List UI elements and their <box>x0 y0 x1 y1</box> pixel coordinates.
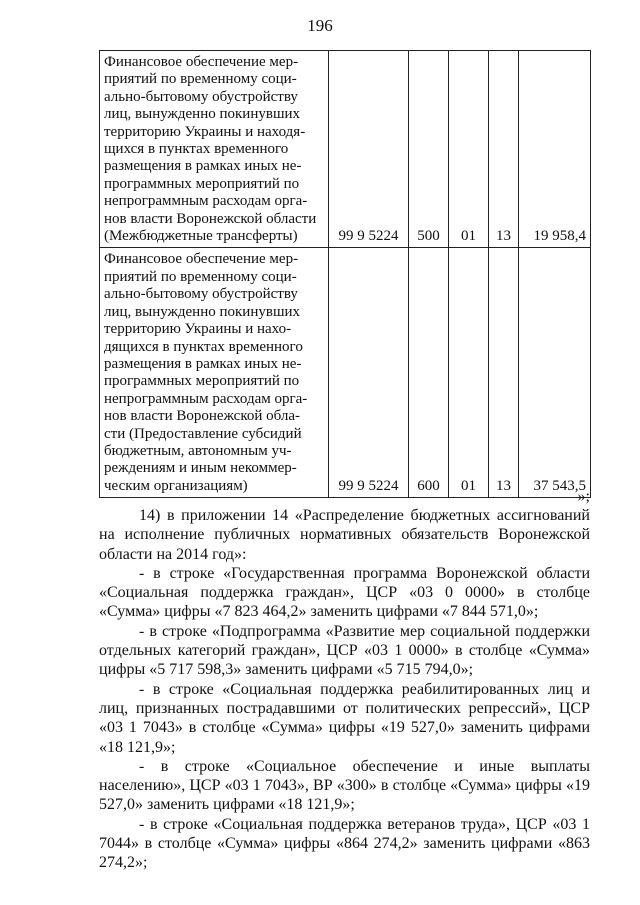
closing-quote: »; <box>577 488 590 505</box>
rz-code: 01 <box>449 51 489 248</box>
paragraph-item-14: 14) в приложении 14 «Распределение бюджетных ассигнований на исполнение публичных нормативных обязательств Воронежской области на 2014 год»: <box>99 507 590 563</box>
sum-value: 19 958,4 <box>519 51 591 248</box>
paragraph-amendment: - в строке «Подпрограмма «Развитие мер социальной поддержки отдельных категорий граждан», ЦСР «03 1 0000» в столбце «Сумма» цифры «5 717 598,3» заменить цифрами «5 715 794,0»; <box>99 622 590 679</box>
expense-name: Финансовое обеспечение мер- приятий по временному соци- ально-бытовому обустройству лиц, вынужденно покинувших территорию Украины и находя- щихся в пунктах временного размещения в рамках иных не- программных мероприятий по непрограммным расходам орга- нов власти Воронежской области (Межбюджетные трансферты) <box>104 54 317 245</box>
vr-code: 500 <box>409 51 449 248</box>
paragraph-amendment: - в строке «Социальное обеспечение и иные выплаты населению», ЦСР «03 1 7043», ВР «300» в столбце «Сумма» цифры «19 527,0» заменить цифрами «18 121,9»; <box>99 757 590 814</box>
vr-code: 600 <box>409 248 449 498</box>
paragraph-amendment: - в строке «Социальная поддержка реабилитированных лиц и лиц, признанных пострадавшими от политических репрессий», ЦСР «03 1 7043» в столбце «Сумма» цифры «19 527,0» заменить цифрами «18 121,9»; <box>99 680 590 756</box>
csr-code: 99 9 5224 <box>329 51 409 248</box>
expense-name: Финансовое обеспечение мер- приятий по временному соци- ально-бытовому обустройству лиц, вынужденно покинувших территорию Украины и нахо- дящихся в пунктах временного размещения в рамках иных не- программных мероприятий по непрограммным расходам орга- нов власти Воронежской обла- сти (Предоставление субсидий бюджетным, автономным уч- реждениям и иным некоммер- ческим организациям) <box>104 251 308 494</box>
expense-name-cell <box>100 248 329 498</box>
paragraph-amendment: - в строке «Государственная программа Воронежской области «Социальная поддержка граждан», ЦСР «03 0 0000» в столбце «Сумма» цифры «7 823 464,2» заменить цифрами «7 844 571,0»; <box>99 564 590 621</box>
budget-table <box>99 50 591 498</box>
rz-code: 01 <box>449 248 489 498</box>
pr-code: 13 <box>489 51 519 248</box>
pr-code: 13 <box>489 248 519 498</box>
table-row <box>100 248 591 498</box>
expense-name-cell <box>100 51 329 248</box>
csr-code: 99 9 5224 <box>329 248 409 498</box>
paragraph-amendment: - в строке «Социальная поддержка ветеранов труда», ЦСР «03 1 7044» в столбце «Сумма» цифры «864 274,2» заменить цифрами «863 274,2»; <box>99 815 590 872</box>
amendment-text <box>99 506 590 873</box>
table-row <box>100 51 591 248</box>
page-number: 196 <box>307 16 333 35</box>
sum-value: 37 543,5 <box>519 248 591 498</box>
